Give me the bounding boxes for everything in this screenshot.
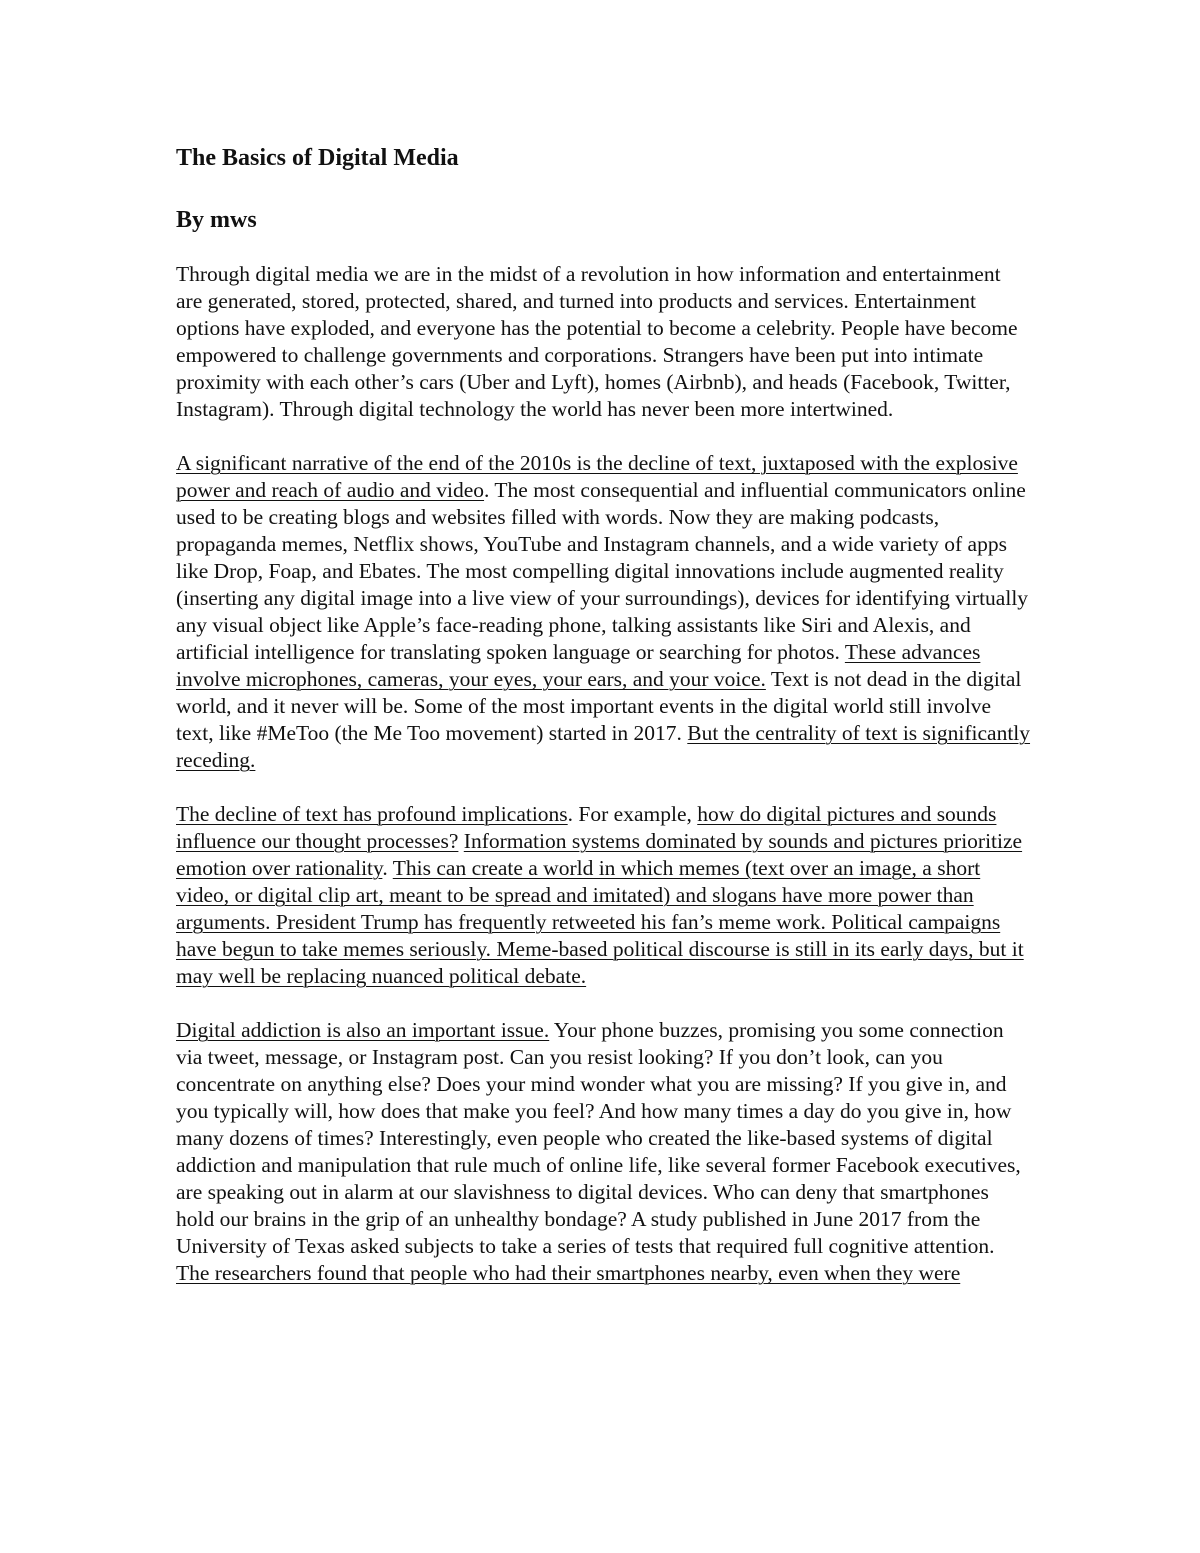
underlined-segment: Digital addiction is also an important issue. bbox=[176, 1018, 550, 1042]
paragraph-digital-addiction bbox=[176, 1017, 1031, 1287]
text-segment: Your phone buzzes, promising you some connection via tweet, message, or Instagram post. Can you resist looking? If you don’t look, can you concentrate on anything else? Does your mind wonder what you are missing? If you give in, and you typically will, how does that make you feel? And how many times a day do you give in, how many dozens of times? Interestingly, even people who created the like-based systems of digital addiction and manipulation that rule much of online life, like several former Facebook executives, are speaking out in alarm at our slavishness to digital devices. Who can deny that smartphones hold our brains in the grip of an unhealthy bondage? A study published in June 2017 from the University of Texas asked subjects to take a series of tests that required full cognitive attention. bbox=[176, 1018, 1021, 1258]
paragraph-decline-of-text bbox=[176, 450, 1031, 774]
text-segment: . For example, bbox=[567, 802, 698, 826]
underlined-segment: The researchers found that people who had their smartphones nearby, even when they were bbox=[176, 1261, 961, 1285]
document-body bbox=[176, 140, 1031, 1287]
text-segment: . bbox=[382, 856, 393, 880]
underlined-segment: These advances involve microphones, cameras, your eyes, your ears, and your voice. bbox=[176, 640, 981, 691]
paragraph-implications bbox=[176, 801, 1031, 990]
document-title: The Basics of Digital Media bbox=[176, 145, 459, 171]
underlined-segment: But the centrality of text is significantly receding. bbox=[176, 721, 1031, 772]
text-segment: . The most consequential and influential communicators online used to be creating blogs and websites filled with words. Now they are making podcasts, propaganda memes, Netflix shows, YouTube and Instagram channels, and a wide variety of apps like Drop, Foap, and Ebates. The most compelling digital innovations include augmented reality (inserting any digital image into a live view of your surroundings), devices for identifying virtually any visual object like Apple’s face-reading phone, talking assistants like Siri and Alexis, and artificial intelligence for translating spoken language or searching for photos. bbox=[176, 478, 1029, 664]
document-author: By mws bbox=[176, 207, 257, 233]
underlined-segment: The decline of text has profound implications bbox=[176, 802, 568, 826]
underlined-segment: A significant narrative of the end of the 2010s is the decline of text, juxtaposed with the explosive power and reach of audio and video bbox=[176, 451, 1018, 502]
paragraph-intro bbox=[176, 261, 1031, 423]
text-segment: Text is not dead in the digital world, and it never will be. Some of the most important events in the digital world still involve text, like #MeToo (the Me Too movement) started in 2017. bbox=[176, 667, 1022, 745]
underlined-segment: This can create a world in which memes (text over an image, a short video, or digital clip art, meant to be spread and imitated) and slogans have more power than arguments. President Trump has frequently retweeted his fan’s meme work. Political campaigns have begun to take memes seriously. Meme-based political discourse is still in its early days, but it may well be replacing nuanced political debate. bbox=[176, 856, 1024, 988]
underlined-segment: Information systems dominated by sounds and pictures prioritize emotion over rationality bbox=[176, 829, 1023, 880]
underlined-segment: how do digital pictures and sounds influence our thought processes? bbox=[176, 802, 997, 853]
text-segment: Through digital media we are in the midst of a revolution in how information and entertainment are generated, stored, protected, shared, and turned into products and services. Entertainment options have exploded, and everyone has the potential to become a celebrity. People have become empowered to challenge governments and corporations. Strangers have been put into intimate proximity with each other’s cars (Uber and Lyft), homes (Airbnb), and heads (Facebook, Twitter, Instagram). Through digital technology the world has never been more intertwined. bbox=[176, 262, 1018, 421]
